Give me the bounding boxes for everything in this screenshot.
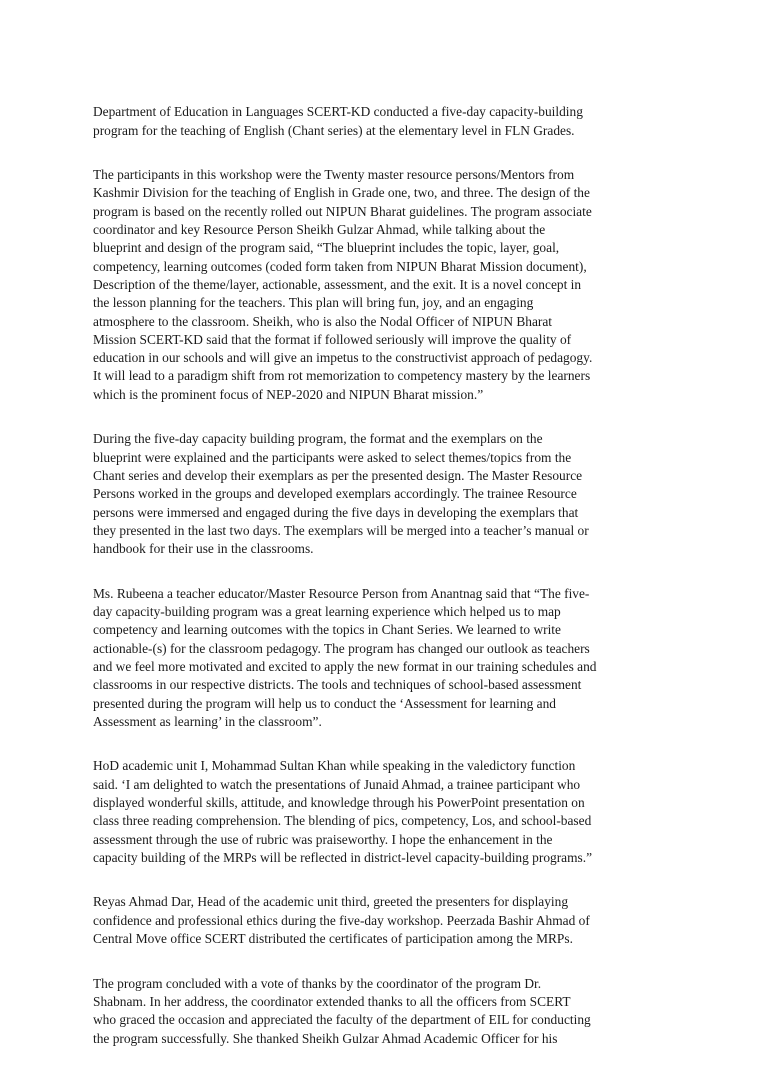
paragraph-participants: The participants in this workshop were the Twenty master resource persons/Mentors from Kashmir Division for the teaching of English in Grade one, two, and three. The design of the program is based on the recently rolled out NIPUN Bharat guidelines. The program associate coordinator and key Resource Person Sheikh Gulzar Ahmad, while talking about the blueprint and design of the program said, “The blueprint includes the topic, layer, goal, competency, learning outcomes (coded form taken from NIPUN Bharat Mission document), Description of the theme/layer, actionable, assessment, and the exit. It is a novel concept in the lesson planning for the teachers. This plan will bring fun, joy, and an engaging atmosphere to the classroom. Sheikh, who is also the Nodal Officer of NIPUN Bharat Mission SCERT-KD said that the format if followed seriously will improve the quality of education in our schools and will give an impetus to the constructivist approach of pedagogy. It will lead to a paradigm shift from rot memorization to competency mastery by the learners which is the prominent focus of NEP-2020 and NIPUN Bharat mission.”	[93, 167, 593, 402]
paragraph-reyas-ahmad: Reyas Ahmad Dar, Head of the academic unit third, greeted the presenters for displaying confidence and professional ethics during the five-day workshop. Peerzada Bashir Ahmad of Central Move office SCERT distributed the certificates of participation among the MRPs.	[93, 894, 590, 947]
paragraph-intro: Department of Education in Languages SCERT-KD conducted a five-day capacity-building program for the teaching of English (Chant series) at the elementary level in FLN Grades.	[93, 104, 583, 138]
paragraph-program-details: During the five-day capacity building program, the format and the exemplars on the blueprint were explained and the participants were asked to select themes/topics from the Chant series and develop their exemplars as per the presented design. The Master Resource Persons worked in the groups and developed exemplars accordingly. The trainee Resource persons were immersed and engaged during the five days in developing the exemplars that they presented in the last two days. The exemplars will be merged into a teacher’s manual or handbook for their use in the classrooms.	[93, 431, 589, 557]
document-body	[93, 85, 683, 1074]
paragraph-rubeena-quote: Ms. Rubeena a teacher educator/Master Resource Person from Anantnag said that “The five- day capacity-building program was a great learning experience which helped us to map competency and learning outcomes with the topics in Chant Series. We learned to write actionable-(s) for the classroom pedagogy. The program has changed our outlook as teachers and we feel more motivated and excited to apply the new format in our training schedules and classrooms in our respective districts. The tools and techniques of school-based assessment presented during the program will help us to conduct the ‘Assessment for learning and Assessment as learning’ in the classroom”.	[93, 585, 597, 729]
paragraph-hod-quote: HoD academic unit I, Mohammad Sultan Khan while speaking in the valedictory function said. ‘I am delighted to watch the presentations of Junaid Ahmad, a trainee participant who displayed wonderful skills, attitude, and knowledge through his PowerPoint presentation on class three reading comprehension. The blending of pics, competency, Los, and school-based assessment through the use of rubric was praiseworthy. I hope the enhancement in the capacity building of the MRPs will be reflected in district-level capacity-building programs.”	[93, 758, 593, 865]
paragraph-conclusion: The program concluded with a vote of thanks by the coordinator of the program Dr. Shabnam. In her address, the coordinator extended thanks to all the officers from SCERT who graced the occasion and appreciated the faculty of the department of EIL for conducting the program successfully. She thanked Sheikh Gulzar Ahmad Academic Officer for his	[93, 975, 591, 1046]
